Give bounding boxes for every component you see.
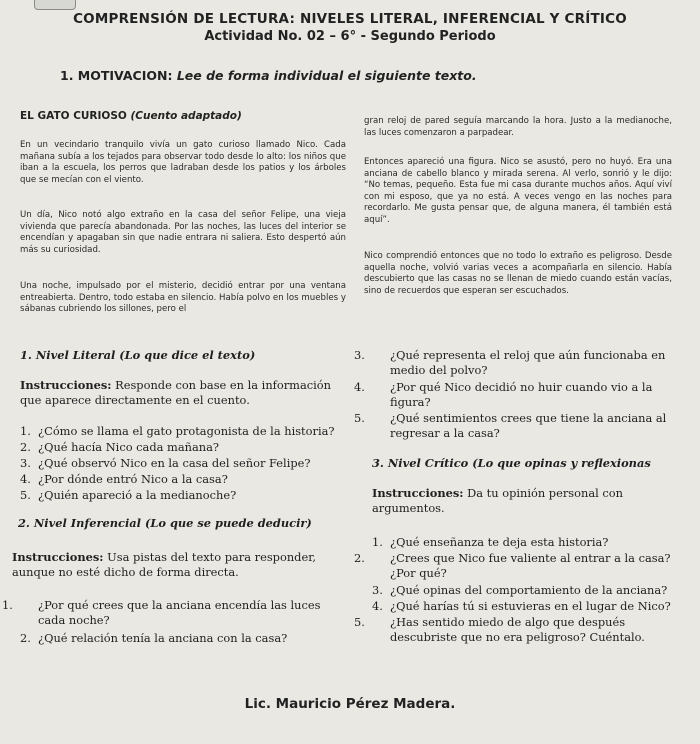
story-title xyxy=(20,110,242,122)
instructions-label: Instrucciones: xyxy=(372,486,464,500)
list-item: 1. ¿Qué enseñanza te deja esta historia? xyxy=(372,535,609,549)
motivation-label: 1. MOTIVACION: xyxy=(60,68,173,83)
list-item: 1. ¿Por qué crees que la anciana encendía las luces cada noche? xyxy=(2,598,321,627)
story-paragraph: Un día, Nico notó algo extraño en la casa del señor Felipe, una vieja vivienda que parecía abandonada. Por las noches, las luces del interior se encendían y apagaban sin que nadie entrara ni saliera. Esto despertó aún más su curiosidad. xyxy=(20,210,346,255)
critical-instructions xyxy=(372,486,662,516)
story-title-text: EL GATO CURIOSO xyxy=(20,110,127,122)
instructions-label: Instrucciones: xyxy=(12,550,104,564)
list-item: 5. ¿Quién apareció a la medianoche? xyxy=(20,488,237,502)
motivation-line xyxy=(60,68,660,83)
instructions-text: Responde con base en la información que aparece directamente en el cuento. xyxy=(20,378,331,407)
worksheet-subtitle: Actividad No. 02 – 6° - Segundo Periodo xyxy=(204,29,496,44)
list-item: 3. ¿Qué representa el reloj que aún funcionaba en medio del polvo? xyxy=(354,348,666,377)
critical-heading: 3. Nivel Crítico (Lo que opinas y reflexionas xyxy=(372,456,651,470)
instructions-text: Da tu opinión personal con argumentos. xyxy=(372,486,623,515)
story-paragraph: gran reloj de pared seguía marcando la hora. Justo a la medianoche, las luces comenzaron a parpadear. xyxy=(364,116,672,138)
list-item: 1. ¿Cómo se llama el gato protagonista de la historia? xyxy=(20,424,335,438)
school-logo xyxy=(34,0,76,10)
literal-instructions xyxy=(20,378,340,408)
list-item: 3. ¿Qué observó Nico en la casa del señor Felipe? xyxy=(20,456,311,470)
teacher-signature: Lic. Mauricio Pérez Madera. xyxy=(244,696,456,712)
motivation-instruction: Lee de forma individual el siguiente texto. xyxy=(176,68,477,83)
list-item: 2. ¿Qué relación tenía la anciana con la casa? xyxy=(20,631,288,645)
story-title-note: (Cuento adaptado) xyxy=(130,110,242,122)
list-item: 5. ¿Has sentido miedo de algo que después descubriste que no era peligroso? Cuéntalo. xyxy=(354,615,645,644)
list-item: 3. ¿Qué opinas del comportamiento de la anciana? xyxy=(372,583,668,597)
story-paragraph: En un vecindario tranquilo vivía un gato curioso llamado Nico. Cada mañana subía a los tejados para observar todo desde lo alto: los niños que iban a la escuela, los perros que ladraban desde los patios y los árboles que se mecían con el viento. xyxy=(20,140,346,185)
inferential-instructions xyxy=(12,550,332,580)
instructions-label: Instrucciones: xyxy=(20,378,112,392)
list-item: 2. ¿Crees que Nico fue valiente al entrar a la casa? ¿Por qué? xyxy=(354,551,671,580)
worksheet-title: COMPRENSIÓN DE LECTURA: NIVELES LITERAL, INFERENCIAL Y CRÍTICO xyxy=(73,11,627,27)
list-item: 5. ¿Qué sentimientos crees que tiene la anciana al regresar a la casa? xyxy=(354,411,667,440)
list-item: 4. ¿Por dónde entró Nico a la casa? xyxy=(20,472,228,486)
inferential-heading: 2. Nivel Inferencial (Lo que se puede deducir) xyxy=(18,516,312,530)
story-paragraph: Entonces apareció una figura. Nico se asustó, pero no huyó. Era una anciana de cabello blanco y mirada serena. Al verlo, sonrió y le dijo: “No temas, pequeño. Esta fue mi casa durante muchos años. Aquí viví con mi esposo, que ya no está. A veces vengo en las noches para recordarlo. Me gusta pensar que, de alguna manera, él también está aquí”. xyxy=(364,157,672,225)
instructions-text: Usa pistas del texto para responder, aunque no esté dicho de forma directa. xyxy=(12,550,317,579)
list-item: 4. ¿Por qué Nico decidió no huir cuando vio a la figura? xyxy=(354,380,653,409)
literal-heading: 1. Nivel Literal (Lo que dice el texto) xyxy=(20,348,256,362)
list-item: 4. ¿Qué harías tú si estuvieras en el lugar de Nico? xyxy=(372,599,671,613)
list-item: 2. ¿Qué hacía Nico cada mañana? xyxy=(20,440,219,454)
story-paragraph: Nico comprendió entonces que no todo lo extraño es peligroso. Desde aquella noche, volvió varias veces a acompañarla en silencio. Había descubierto que las casas no se llenan de miedo cuando están vacías, sino de recuerdos que esperan ser escuchados. xyxy=(364,251,672,296)
story-paragraph: Una noche, impulsado por el misterio, decidió entrar por una ventana entreabierta. Dentro, todo estaba en silencio. Había polvo en los muebles y sábanas cubriendo los sillones, pero el xyxy=(20,281,346,315)
